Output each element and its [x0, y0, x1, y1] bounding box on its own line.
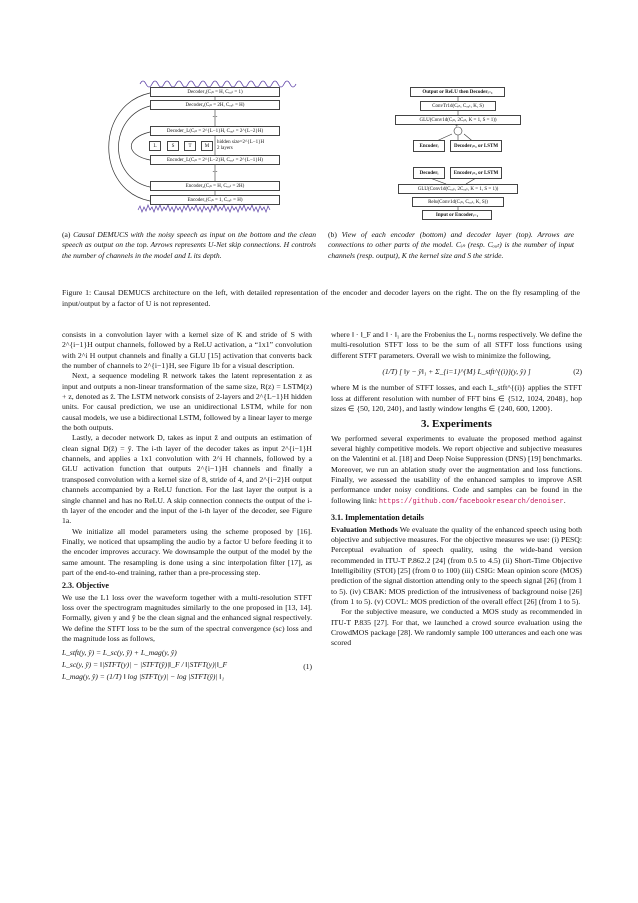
equation-2-number: (2) — [573, 367, 582, 377]
section-implementation-heading: 3.1. Implementation details — [331, 513, 424, 523]
relu-conv-box: Relu(Conv1d(Cᵢₙ, Cₒᵤₜ, K, S)) — [412, 197, 504, 207]
input-box: Input or Encoderᵢ₋₁ — [422, 210, 492, 220]
left-paragraph-4: We initialize all model parameters using the scheme proposed by [16]. Finally, we noticed that upsampling the audio by a factor U before feeding it to the encoder improves accuracy. We downsample the output of the model by the same amount. The resampling is done using a sinc interpolation filter [17], as part of the end-to-end training, rather than a pre-processing step. — [62, 526, 312, 577]
subcaption-b-tag: (b) — [328, 230, 337, 239]
equation-1-number: (1) — [303, 662, 312, 672]
skip-arc-2 — [119, 106, 151, 187]
equation-2-body: (1/T) [ ‖y − ŷ‖₁ + Σ_{i=1}^{M} L_stft^{(i)}(y, ŷ) ] — [382, 367, 531, 377]
glu-decoder-box: GLU(Conv1d(Cᵢₙ, 2Cᵢₙ, K = 1, S = 1)) — [395, 115, 521, 125]
left-paragraph-1: consists in a convolution layer with a kernel size of K and stride of S with 2^{i−1}H output channels, followed by a ReLU activation, a “1x1” convolution with 2^i H output channels and finally a GLU [15] activation that converts back the number of channels to 2^{i−1}H, see Figure 1b for a visual description. — [62, 330, 312, 371]
encoder-1-box: Encoder₁(Cᵢₙ = 1, Cₒᵤₜ = H) — [150, 195, 280, 205]
equation-1-line-a: L_stft(y, ŷ) = L_sc(y, ŷ) + L_mag(y, ŷ) — [62, 648, 177, 658]
decoder-i-box: Decoderᵢ — [413, 167, 445, 179]
encoder-2-box: Encoder₂(Cᵢₙ = H, Cₒᵤₜ = 2H) — [150, 181, 280, 191]
skip-arc-3 — [131, 132, 150, 160]
equation-1 — [62, 648, 312, 684]
code-link[interactable]: https://github.com/facebookresearch/denoiser — [378, 497, 564, 506]
decoder-ellipsis: ... — [212, 111, 218, 119]
subcaption-b-text: View of each encoder (bottom) and decoder layer (top). Arrows are connections to other parts of the model. Cᵢₙ (resp. Cₒᵤₜ) is the number of input channels (resp. output), K the kernel size and S the stride. — [328, 230, 574, 260]
lstm-note — [217, 140, 264, 152]
output-box: Output or ReLU then Decoderᵢ₋₁ — [410, 87, 505, 97]
input-waveform — [138, 205, 270, 212]
encoder-ellipsis: ... — [212, 166, 218, 174]
encoder-L-box: Encoder_L(Cᵢₙ = 2^{L−2}H, Cₒᵤₜ = 2^{L−1}H) — [150, 155, 280, 165]
left-paragraph-5: We use the L1 loss over the waveform together with a multi-resolution STFT loss over the spectrogram magnitudes similarly to the one proposed in [13, 14]. Formally, given y and ŷ be the clean signal and the enhanced signal respectively. We define the STFT loss to be the sum of the spectral convergence (sc) loss and the magnitude loss as follows, — [62, 592, 312, 643]
decoder-1-box: Decoder₁(Cᵢₙ = H, Cₒᵤₜ = 1) — [150, 87, 280, 97]
decoder-2-box: Decoder₂(Cᵢₙ = 2H, Cₒᵤₜ = H) — [150, 100, 280, 110]
right-paragraph-3 — [331, 434, 582, 507]
equation-1-line-b: L_sc(y, ŷ) = ‖|STFT(y)| − |STFT(ŷ)|‖_F / ‖|STFT(y)|‖_F — [62, 660, 228, 670]
figure-caption: Figure 1: Causal DEMUCS architecture on the left, with detailed representation of the encoder and decoder layers on the right. The on the fly resampling of the input/output by a factor of U is not represented. — [62, 288, 580, 308]
evaluation-methods-text: We evaluate the quality of the enhanced speech using both objective and subjective measures. For the objective measures we use: (i) PESQ: Perceptual evaluation of speech quality, using the wide-band version recommended in ITU-T P.862.2 [24] (from 0.5 to 4.5) (ii) Short-Time Objective Intelligibility (STOI) [25] (from 0 to 100) (iii) CSIG: Mean opinion score (MOS) prediction of the signal distortion attending only to the speech signal [26] (from 1 to 5). (iv) CBAK: MOS prediction of the intrusiveness of background noise [26] (from 1 to 5). (v) COVL: MOS prediction of the overall effect [26] (from 1 to 5). — [331, 524, 582, 606]
left-paragraph-3: Lastly, a decoder network D, takes as input ẑ and outputs an estimation of clean signal D(ẑ) = ŷ. The i-th layer of the decoder takes as input 2^{i−1}H channels, and applies a 1x1 convolution with 2^i H channels, followed by a GLU activation function that outputs 2^{i−1}H channels and finally a transposed convolution with a kernel size of 8, stride of 4, and 2^{i−2}H output channels accompanied by a ReLU function. For the last layer the output is a single channel and has no ReLU. A skip connection connects the output of the i-th layer of the encoder and the input of the i-th layer of the decoder, see Figure 1a. — [62, 433, 312, 526]
lstm-hidden-size: hidden size=2^{L−1}H — [217, 140, 265, 145]
lstm-block-m: M — [201, 141, 213, 151]
equation-1-line-c: L_mag(y, ŷ) = (1/T) ‖ log |STFT(y)| − log |STFT(ŷ)| ‖₁ — [62, 672, 225, 682]
decoder-ip1-box: Decoderᵢ₊₁ or LSTM — [450, 140, 502, 152]
experiments-text-end: . — [563, 495, 566, 505]
right-paragraph-5: For the subjective measure, we conducted a MOS study as recommended in ITU-T P.835 [27]. For that, we launched a crowd source evaluation using the CrowdMOS package [28]. We randomly sample 100 utterances and each one was scored — [331, 607, 582, 648]
right-paragraph-2: where M is the number of STFT losses, and each L_stft^{(i)} applies the STFT loss at different resolution with number of FFT bins ∈ {512, 1024, 2048}, hop sizes ∈ {50, 120, 240}, and lastly window lengths ∈ {240, 600, 1200}. — [331, 383, 582, 414]
right-column — [331, 330, 582, 649]
left-paragraph-2: Next, a sequence modeling R network takes the latent representation z as input and outputs a non-linear transformation of the same size, R(z) = LSTM(z) + z, denoted as ẑ. The LSTM network consists of 2-layers and 2^{L−1}H hidden units. For causal prediction, we use an unidirectional LSTM, while for non causal models, we use a bidirectional LSTM, followed by a linear layer to merge the both outputs. — [62, 371, 312, 433]
sum-node-label: + — [455, 124, 459, 130]
lstm-layers: 2 layers — [217, 146, 233, 151]
evaluation-methods-runin: Evaluation Methods — [331, 524, 398, 534]
subcaption-a — [62, 230, 316, 261]
lstm-block-t: T — [184, 141, 196, 151]
left-column — [62, 330, 312, 688]
figure-1 — [0, 60, 638, 240]
skip-arc-1 — [109, 93, 150, 201]
section-objective-heading: 2.3. Objective — [62, 581, 109, 591]
decoder-L-box: Decoder_L(Cᵢₙ = 2^{L−1}H, Cₒᵤₜ = 2^{L−2}H) — [150, 126, 280, 136]
section-experiments-heading: 3. Experiments — [421, 418, 492, 431]
glu-encoder-box: GLU(Conv1d(Cₒᵤₜ, 2Cₒᵤₜ, K = 1, S = 1)) — [398, 184, 518, 194]
equation-2 — [331, 367, 582, 377]
subcaption-b — [328, 230, 574, 261]
lstm-block-l: L — [149, 141, 161, 151]
encoder-i-box: Encoderᵢ — [413, 140, 445, 152]
right-paragraph-1: where ‖ · ‖_F and ‖ · ‖₁ are the Frobenius the L₁ norms respectively. We define the multi-resolution STFT loss to be the sum of all STFT loss functions using different STFT parameters. Overall we wish to minimize the following, — [331, 330, 582, 360]
subcaption-a-text: Causal DEMUCS with the noisy speech as input on the bottom and the clean speech as output on the top. Arrows represents U-Net skip connections. H controls the number of channels in the model and L its depth. — [62, 230, 316, 260]
subcaption-a-tag: (a) — [62, 230, 71, 239]
encoder-ip1-box: Encoderᵢ₊₁ or LSTM — [450, 167, 502, 179]
right-paragraph-4 — [331, 525, 582, 608]
experiments-text: We performed several experiments to evaluate the proposed method against several highly competitive models. We report objective and subjective measures on the Valentini et al. [18] and Deep Noise Suppression (DNS) [19] benchmarks. Moreover, we run an ablation study over the augmentation and loss functions. Finally, we assessed the usability of the enhanced samples to improve ASR performance under noisy conditions. Code and samples can be found in the following link: — [331, 433, 582, 505]
convtr-box: ConvTr1d(Cᵢₙ, Cₒᵤₜ, K, S) — [420, 101, 496, 111]
figure-diagram-lines — [0, 60, 638, 240]
lstm-block-s: S — [167, 141, 179, 151]
